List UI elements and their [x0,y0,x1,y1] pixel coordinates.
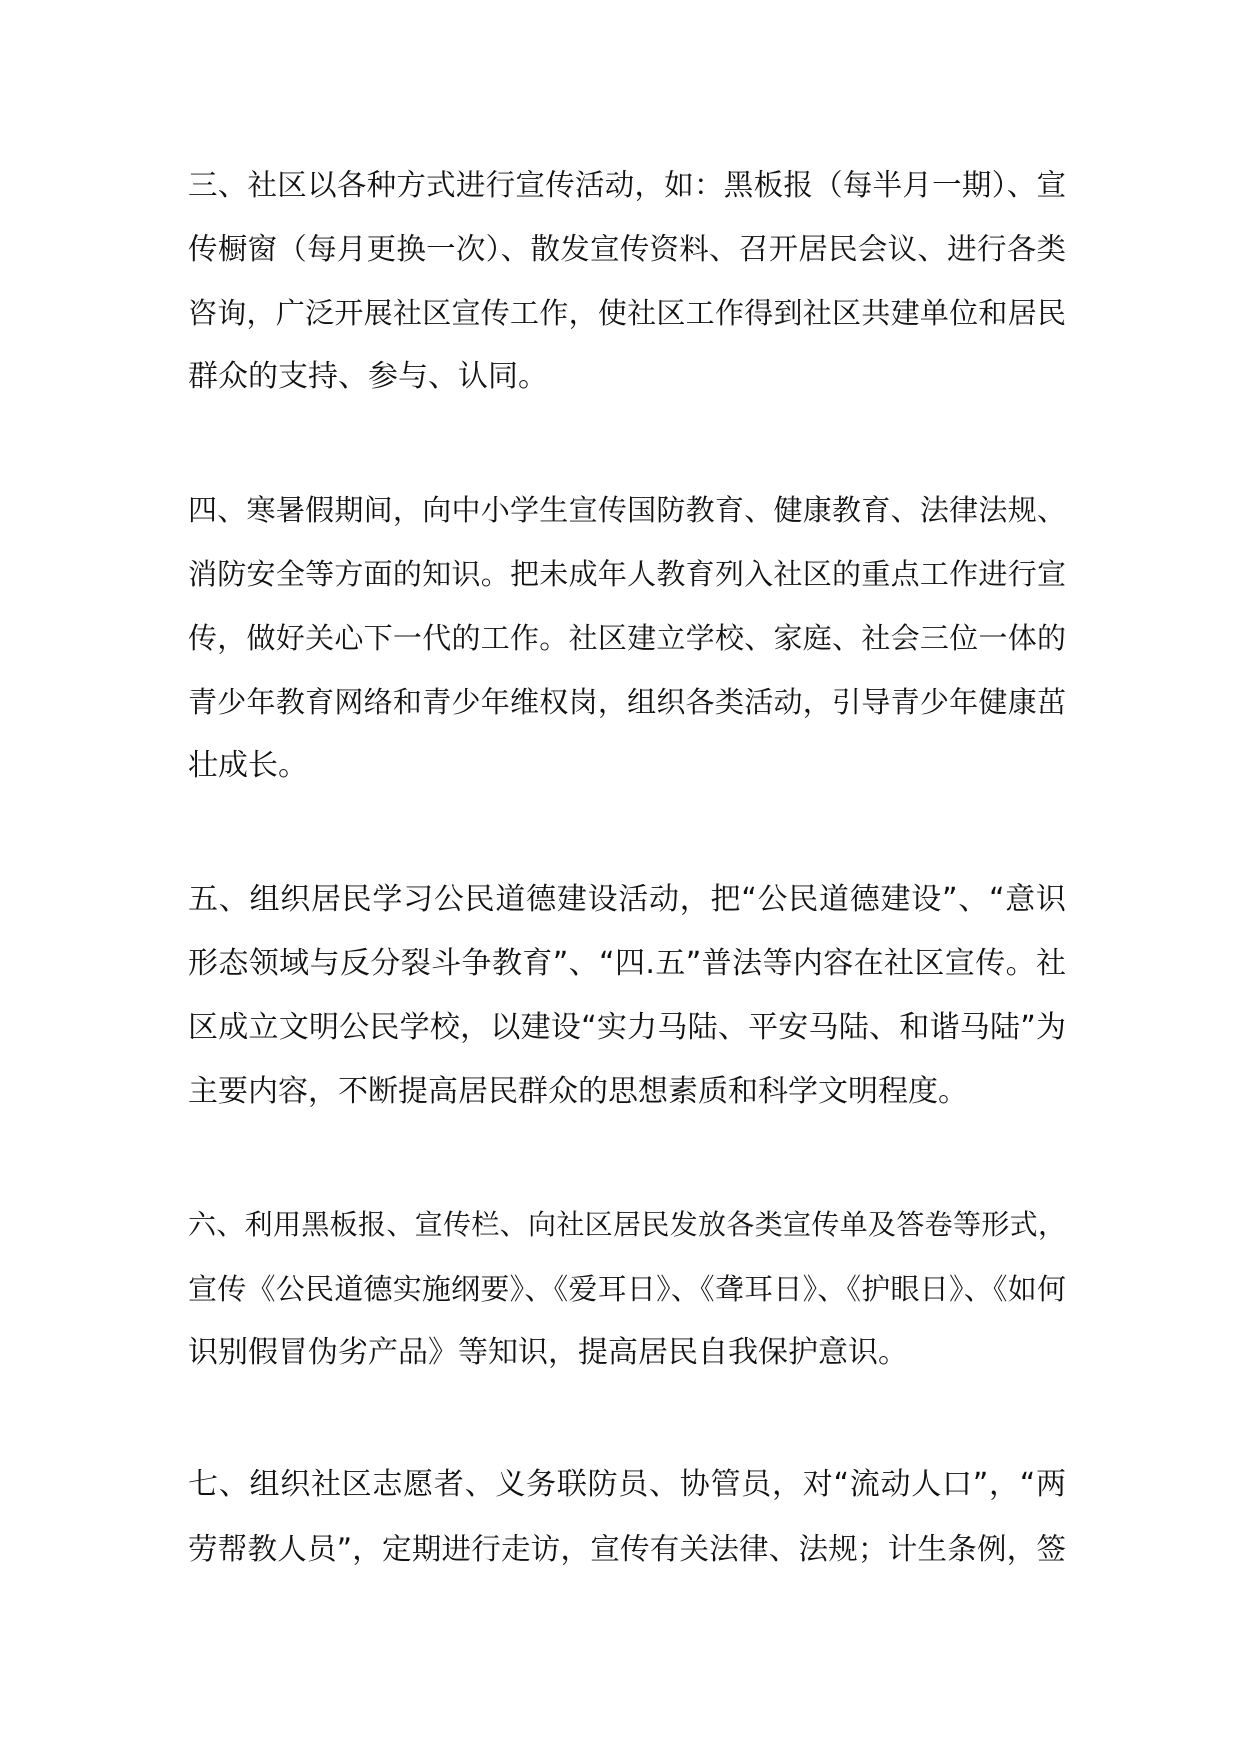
paragraph-line: 七、组织社区志愿者、义务联防员、协管员，对“流动人口”，“两 [188,1467,1066,1502]
paragraph-line: 五、组织居民学习公民道德建设活动，把“公民道德建设”、“意识 [188,882,1066,917]
paragraph-line: 咨询，广泛开展社区宣传工作，使社区工作得到社区共建单位和居民 [188,296,1066,330]
paragraph-line: 主要内容，不断提高居民群众的思想素质和科学文明程度。 [188,1074,968,1109]
paragraph-line: 传，做好关心下一代的工作。社区建立学校、家庭、社会三位一体的 [188,621,1066,655]
paragraph-line: 传橱窗（每月更换一次）、散发宣传资料、召开居民会议、进行各类 [188,232,1066,266]
paragraph-line: 宣传《公民道德实施纲要》、《爱耳日》、《聋耳日》、《护眼日》、《如何 [188,1272,1066,1306]
paragraph-seven [188,1453,1066,1581]
paragraph-five [188,868,1066,1124]
paragraph-line: 壮成长。 [188,748,308,783]
paragraph-line: 四、寒暑假期间，向中小学生宣传国防教育、健康教育、法律法规、 [188,493,1066,527]
paragraph-line: 六、利用黑板报、宣传栏、向社区居民发放各类宣传单及答卷等形式， [188,1208,1066,1241]
paragraph-line: 群众的支持、参与、认同。 [188,359,548,394]
paragraph-four [188,478,1066,798]
paragraph-six [188,1193,1066,1385]
paragraph-line: 形态领域与反分裂斗争教育”、“四.五”普法等内容在社区宣传。社 [188,946,1066,981]
paragraph-line: 青少年教育网络和青少年维权岗，组织各类活动，引导青少年健康茁 [188,685,1066,719]
paragraph-line: 劳帮教人员”，定期进行走访，宣传有关法律、法规；计生条例，签 [188,1532,1066,1566]
paragraph-line: 识别假冒伪劣产品》等知识，提高居民自我保护意识。 [188,1335,908,1370]
paragraph-line: 三、社区以各种方式进行宣传活动，如：黑板报（每半月一期）、宣 [188,168,1066,202]
paragraph-three [188,153,1066,409]
paragraph-line: 区成立文明公民学校，以建设“实力马陆、平安马陆、和谐马陆”为 [188,1010,1066,1045]
paragraph-line: 消防安全等方面的知识。把未成年人教育列入社区的重点工作进行宣 [188,557,1066,591]
